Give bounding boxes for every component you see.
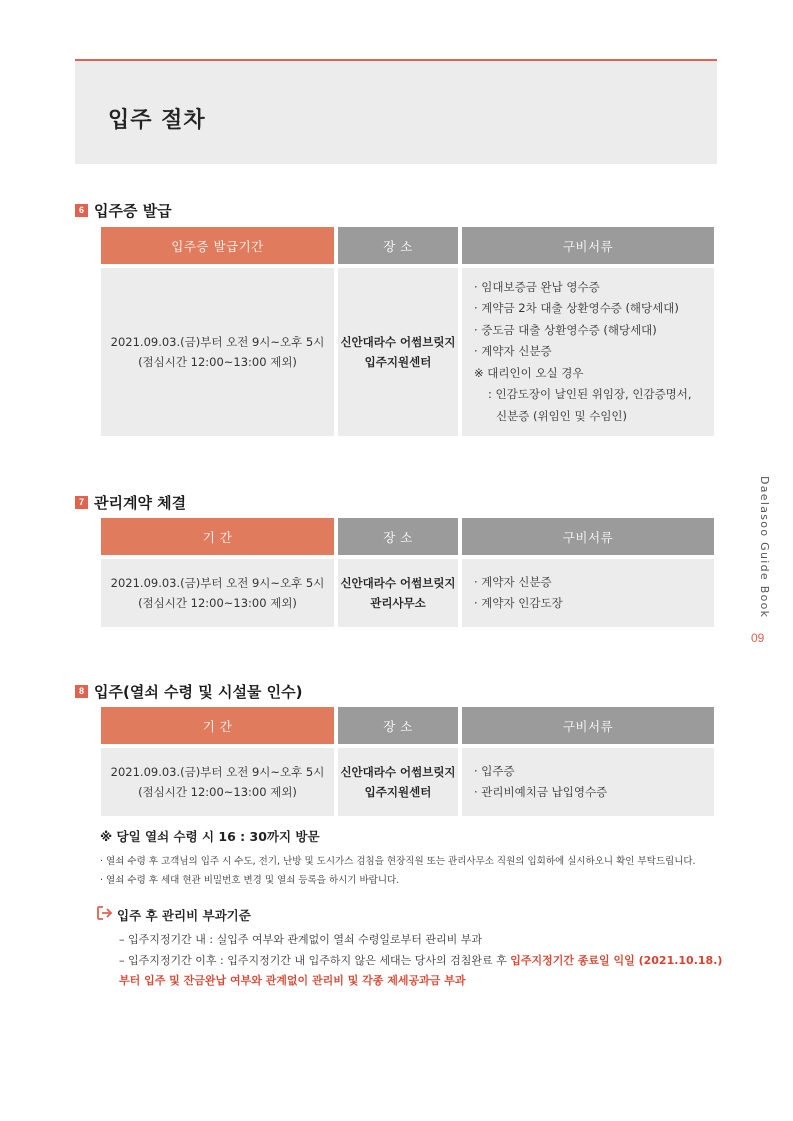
section-number-badge: 7	[75, 496, 88, 509]
enter-arrow-icon	[97, 905, 113, 924]
header-documents: 구비서류	[462, 707, 714, 744]
page-number: 09	[751, 631, 765, 645]
fee-criteria-title: 입주 후 관리비 부과기준	[117, 907, 251, 923]
documents-cell	[462, 744, 714, 816]
place-office: 관리사무소	[370, 596, 426, 610]
document-item: · 계약자 신분증	[474, 344, 552, 359]
document-item: · 중도금 대출 상환영수증 (해당세대)	[474, 322, 657, 337]
place-name: 신안대라수 어썸브릿지	[340, 765, 456, 779]
fee-rule-text: – 입주지정기간 이후 : 입주지정기간 내 입주하지 않은 세대는 당사의 검침완료 후	[119, 954, 511, 967]
proxy-note: ※ 대리인이 오실 경우	[474, 365, 584, 380]
notice-line: · 열쇠 수령 후 세대 현관 비밀번호 변경 및 열쇠 등록을 하시기 바랍니다.	[100, 875, 400, 886]
lunch-exclusion-text: (점심시간 12:00~13:00 제외)	[138, 355, 297, 369]
documents-cell	[462, 264, 714, 436]
section-number-badge: 8	[75, 685, 88, 698]
document-item: · 임대보증금 완납 영수증	[474, 279, 600, 294]
place-office: 입주지원센터	[364, 785, 432, 799]
section-title: 입주(열쇠 수령 및 시설물 인수)	[94, 683, 303, 701]
fee-rule-within-period: – 입주지정기간 내 : 실입주 여부와 관계없이 열쇠 수령일로부터 관리비 부과	[119, 933, 482, 946]
documents-cell	[462, 555, 714, 627]
section-8-heading	[75, 681, 302, 702]
section-8-table	[97, 707, 718, 816]
document-item: · 계약자 신분증	[474, 574, 552, 589]
place-cell	[338, 264, 458, 436]
section-7-table	[97, 518, 718, 627]
fee-start-date: 입주지정기간 종료일 익일 (2021.10.18.)	[510, 954, 723, 967]
section-6-table	[97, 227, 718, 436]
document-item: · 계약자 인감도장	[474, 596, 563, 610]
period-cell	[101, 744, 334, 816]
header-documents: 구비서류	[462, 518, 714, 555]
guide-book-side-label: Daelasoo Guide Book	[758, 476, 771, 619]
section-7-heading	[75, 492, 186, 513]
document-item: · 입주증	[474, 763, 515, 778]
header-place: 장 소	[338, 518, 458, 555]
header-place: 장 소	[338, 707, 458, 744]
period-text: 2021.09.03.(금)부터 오전 9시~오후 5시	[110, 335, 325, 349]
section-title: 입주증 발급	[94, 202, 172, 220]
notice-line: · 열쇠 수령 후 고객님의 입주 시 수도, 전기, 난방 및 도시가스 검침을 현장직원 또는 관리사무소 직원의 입회하에 실시하오니 확인 부탁드립니다.	[100, 856, 696, 867]
header-period: 입주증 발급기간	[101, 227, 334, 264]
lunch-exclusion-text: (점심시간 12:00~13:00 제외)	[138, 785, 297, 799]
place-cell	[338, 744, 458, 816]
section-number-badge: 6	[75, 204, 88, 217]
period-cell	[101, 555, 334, 627]
section-6-heading	[75, 200, 172, 221]
fee-criteria-heading	[97, 905, 251, 924]
place-office: 입주지원센터	[364, 355, 432, 369]
place-cell	[338, 555, 458, 627]
proxy-note-detail: 신분증 (위임인 및 수임인)	[496, 408, 628, 423]
place-name: 신안대라수 어썸브릿지	[340, 335, 456, 349]
proxy-note-detail: : 인감도장이 날인된 위임장, 인감증명서,	[488, 387, 692, 402]
header-place: 장 소	[338, 227, 458, 264]
period-cell	[101, 264, 334, 436]
period-text: 2021.09.03.(금)부터 오전 9시~오후 5시	[110, 576, 325, 590]
page-title: 입주 절차	[108, 108, 206, 133]
place-name: 신안대라수 어썸브릿지	[340, 576, 456, 590]
section-title: 관리계약 체결	[94, 494, 187, 512]
key-pickup-notice-title: ※ 당일 열쇠 수령 시 16 : 30까지 방문	[100, 829, 320, 844]
header-period: 기 간	[101, 518, 334, 555]
lunch-exclusion-text: (점심시간 12:00~13:00 제외)	[138, 596, 297, 610]
document-item: · 계약금 2차 대출 상환영수증 (해당세대)	[474, 301, 679, 316]
period-text: 2021.09.03.(금)부터 오전 9시~오후 5시	[110, 765, 325, 779]
fee-rule-continued: 부터 입주 및 잔금완납 여부와 관계없이 관리비 및 각종 제세공과금 부과	[119, 974, 466, 987]
document-item: · 관리비예치금 납입영수증	[474, 785, 608, 799]
title-banner	[75, 61, 717, 164]
header-documents: 구비서류	[462, 227, 714, 264]
fee-rule-after-period	[119, 952, 722, 968]
header-period: 기 간	[101, 707, 334, 744]
